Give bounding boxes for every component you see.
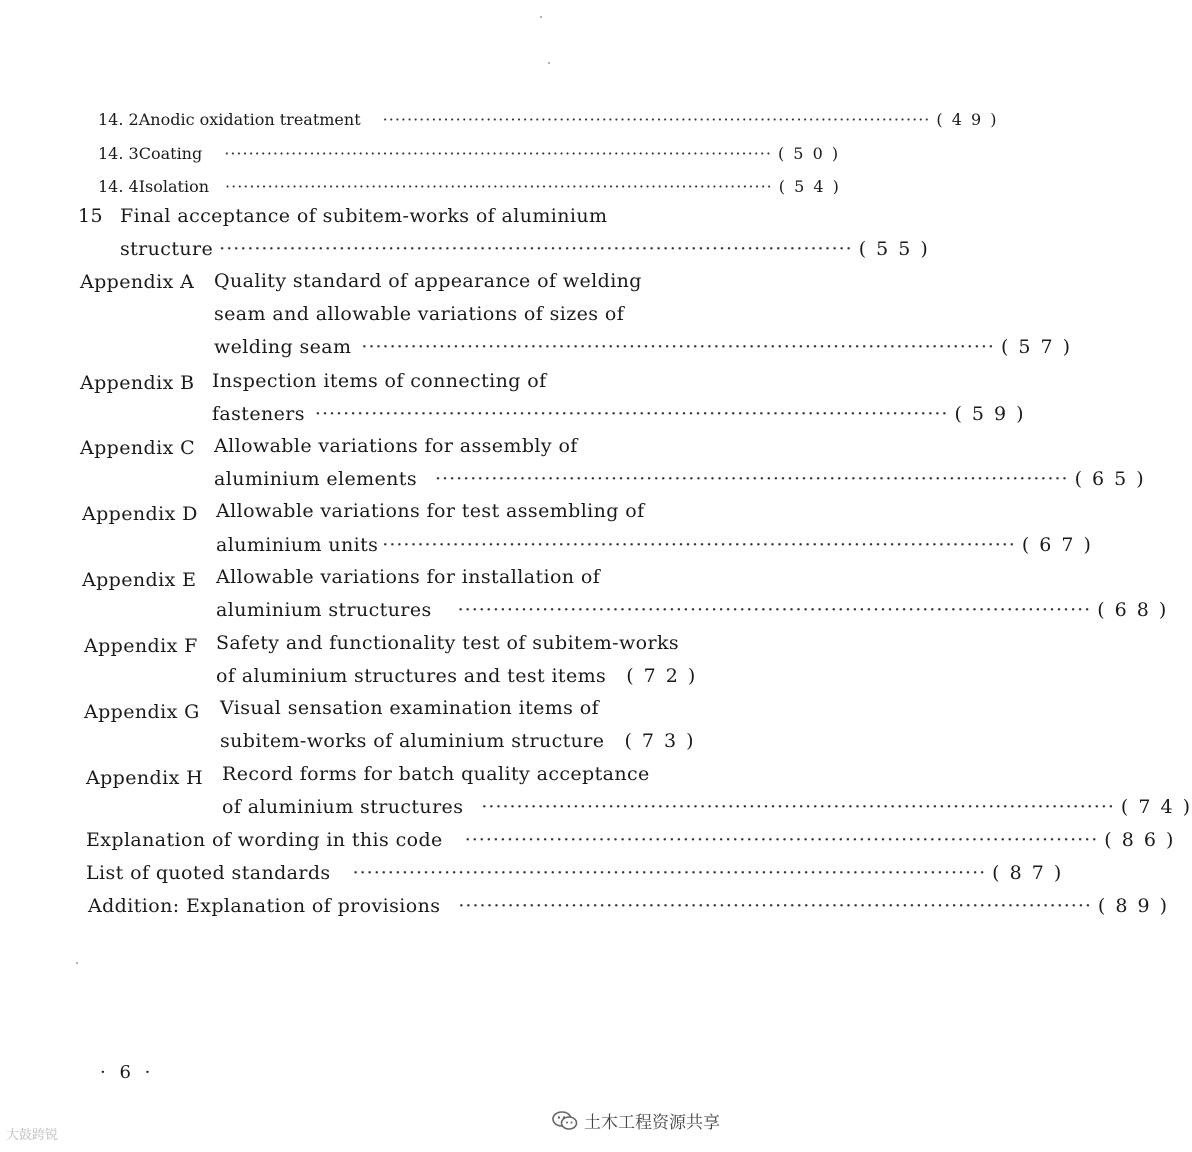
toc-entry-addition — [88, 895, 1170, 917]
entry-title: Coating — [138, 144, 203, 163]
entry-number: 14. 4 — [98, 177, 139, 196]
appendix-f-line2 — [216, 665, 698, 687]
toc-entry-wording — [86, 829, 1176, 851]
dot-leader: ·························································································· — [219, 238, 853, 260]
appendix-h-label: Appendix H — [86, 767, 204, 789]
dot-leader: ·························································································· — [464, 829, 1099, 851]
dot-leader: ·························································································· — [224, 144, 772, 163]
dot-leader: ·························································································· — [435, 468, 1069, 490]
appendix-e-line2-text: aluminium structures — [216, 599, 432, 621]
appendix-d-line1: Allowable variations for test assembling of — [216, 500, 645, 522]
appendix-a-line3-text: welding seam — [214, 336, 352, 358]
appendix-b-label: Appendix B — [80, 372, 195, 394]
page-number: ( 5 9 ) — [954, 403, 1026, 425]
watermark-left-text: 大鼓跨锐 — [6, 1128, 59, 1143]
chapter-15-line2 — [120, 238, 930, 260]
appendix-c-label: Appendix C — [80, 437, 196, 459]
appendix-d-label: Appendix D — [82, 503, 198, 525]
appendix-a-line1: Quality standard of appearance of welding — [214, 270, 642, 292]
appendix-g-line1: Visual sensation examination items of — [220, 697, 600, 719]
chapter-number: 15 — [78, 205, 103, 227]
scan-speck — [548, 62, 550, 64]
chapter-title: Final acceptance of subitem-works of aluminium — [120, 205, 608, 227]
appendix-f-line1: Safety and functionality test of subitem-works — [216, 632, 680, 654]
appendix-c-line1: Allowable variations for assembly of — [214, 435, 578, 457]
page-number: ( 6 5 ) — [1074, 468, 1146, 490]
entry-number: 14. 3 — [98, 144, 139, 163]
toc-entry-quoted-standards — [86, 862, 1064, 884]
page-number: ( 5 5 ) — [858, 238, 930, 260]
toc-entry-14-2 — [98, 110, 999, 129]
scan-speck — [540, 16, 542, 18]
watermark-right-text: 土木工程资源共享 — [584, 1113, 720, 1133]
wechat-icon — [552, 1111, 578, 1131]
appendix-h-line2 — [222, 796, 1192, 818]
page-number: ( 8 6 ) — [1104, 829, 1176, 851]
dot-leader: ·························································································· — [481, 796, 1115, 818]
page-number: ( 8 9 ) — [1097, 895, 1170, 917]
appendix-e-line2 — [216, 599, 1169, 621]
entry-title: Addition: Explanation of provisions — [88, 895, 441, 917]
page-number: ( 4 9 ) — [936, 110, 999, 129]
entry-title: Anodic oxidation treatment — [138, 110, 361, 129]
appendix-b-line2-text: fasteners — [212, 403, 305, 425]
entry-title: List of quoted standards — [86, 862, 331, 884]
dot-leader: ·························································································· — [352, 862, 987, 884]
appendix-e-label: Appendix E — [82, 569, 197, 591]
dot-leader: ·························································································· — [382, 110, 931, 129]
dot-leader: ·························································································· — [314, 403, 949, 425]
watermark-right — [552, 1108, 720, 1133]
dot-leader: ·························································································· — [382, 534, 1016, 556]
appendix-c-line2 — [214, 468, 1146, 490]
dot-leader: ·························································································· — [457, 599, 1092, 621]
appendix-a-label: Appendix A — [80, 271, 195, 293]
appendix-h-line1: Record forms for batch quality acceptance — [222, 763, 650, 785]
appendix-a-line2: seam and allowable variations of sizes of — [214, 303, 625, 325]
entry-number: 14. 2 — [98, 110, 139, 129]
toc-entry-14-4 — [98, 177, 841, 196]
page-number: ( 8 7 ) — [992, 862, 1064, 884]
appendix-g-label: Appendix G — [84, 701, 200, 723]
toc-entry-14-3 — [98, 144, 841, 163]
page-number: ( 5 4 ) — [778, 177, 841, 196]
page-number: ( 7 3 ) — [624, 730, 696, 752]
page-number: ( 5 7 ) — [1000, 336, 1073, 358]
dot-leader: ·························································································· — [361, 336, 995, 358]
appendix-f-line2-text: of aluminium structures and test items — [216, 665, 607, 687]
appendix-h-line2-text: of aluminium structures — [222, 796, 464, 818]
chapter-title-cont: structure — [120, 238, 214, 260]
entry-title: Explanation of wording in this code — [86, 829, 443, 851]
appendix-f-label: Appendix F — [84, 635, 198, 657]
scan-speck — [76, 962, 78, 964]
appendix-c-line2-text: aluminium elements — [214, 468, 417, 490]
appendix-b-line1: Inspection items of connecting of — [212, 370, 547, 392]
appendix-g-line2 — [220, 730, 694, 752]
appendix-e-line1: Allowable variations for installation of — [216, 566, 601, 588]
dot-leader: ·························································································· — [458, 895, 1092, 917]
appendix-g-line2-text: subitem-works of aluminium structure — [220, 730, 605, 752]
appendix-d-line2 — [216, 534, 1093, 556]
page-number: ( 7 4 ) — [1120, 796, 1192, 818]
appendix-a-line3 — [214, 336, 1073, 358]
appendix-d-line2-text: aluminium units — [216, 534, 379, 556]
page-number: ( 6 7 ) — [1021, 534, 1093, 556]
page-number: ( 7 2 ) — [626, 665, 698, 687]
watermark-left — [6, 1124, 58, 1143]
appendix-b-line2 — [212, 403, 1026, 425]
entry-title: Isolation — [138, 177, 210, 196]
dot-leader: ·························································································· — [225, 177, 773, 196]
page-folio: · 6 · — [100, 1062, 155, 1083]
chapter-15-line1 — [78, 205, 607, 227]
page-number: ( 6 8 ) — [1097, 599, 1169, 621]
page-number: ( 5 0 ) — [777, 144, 841, 163]
